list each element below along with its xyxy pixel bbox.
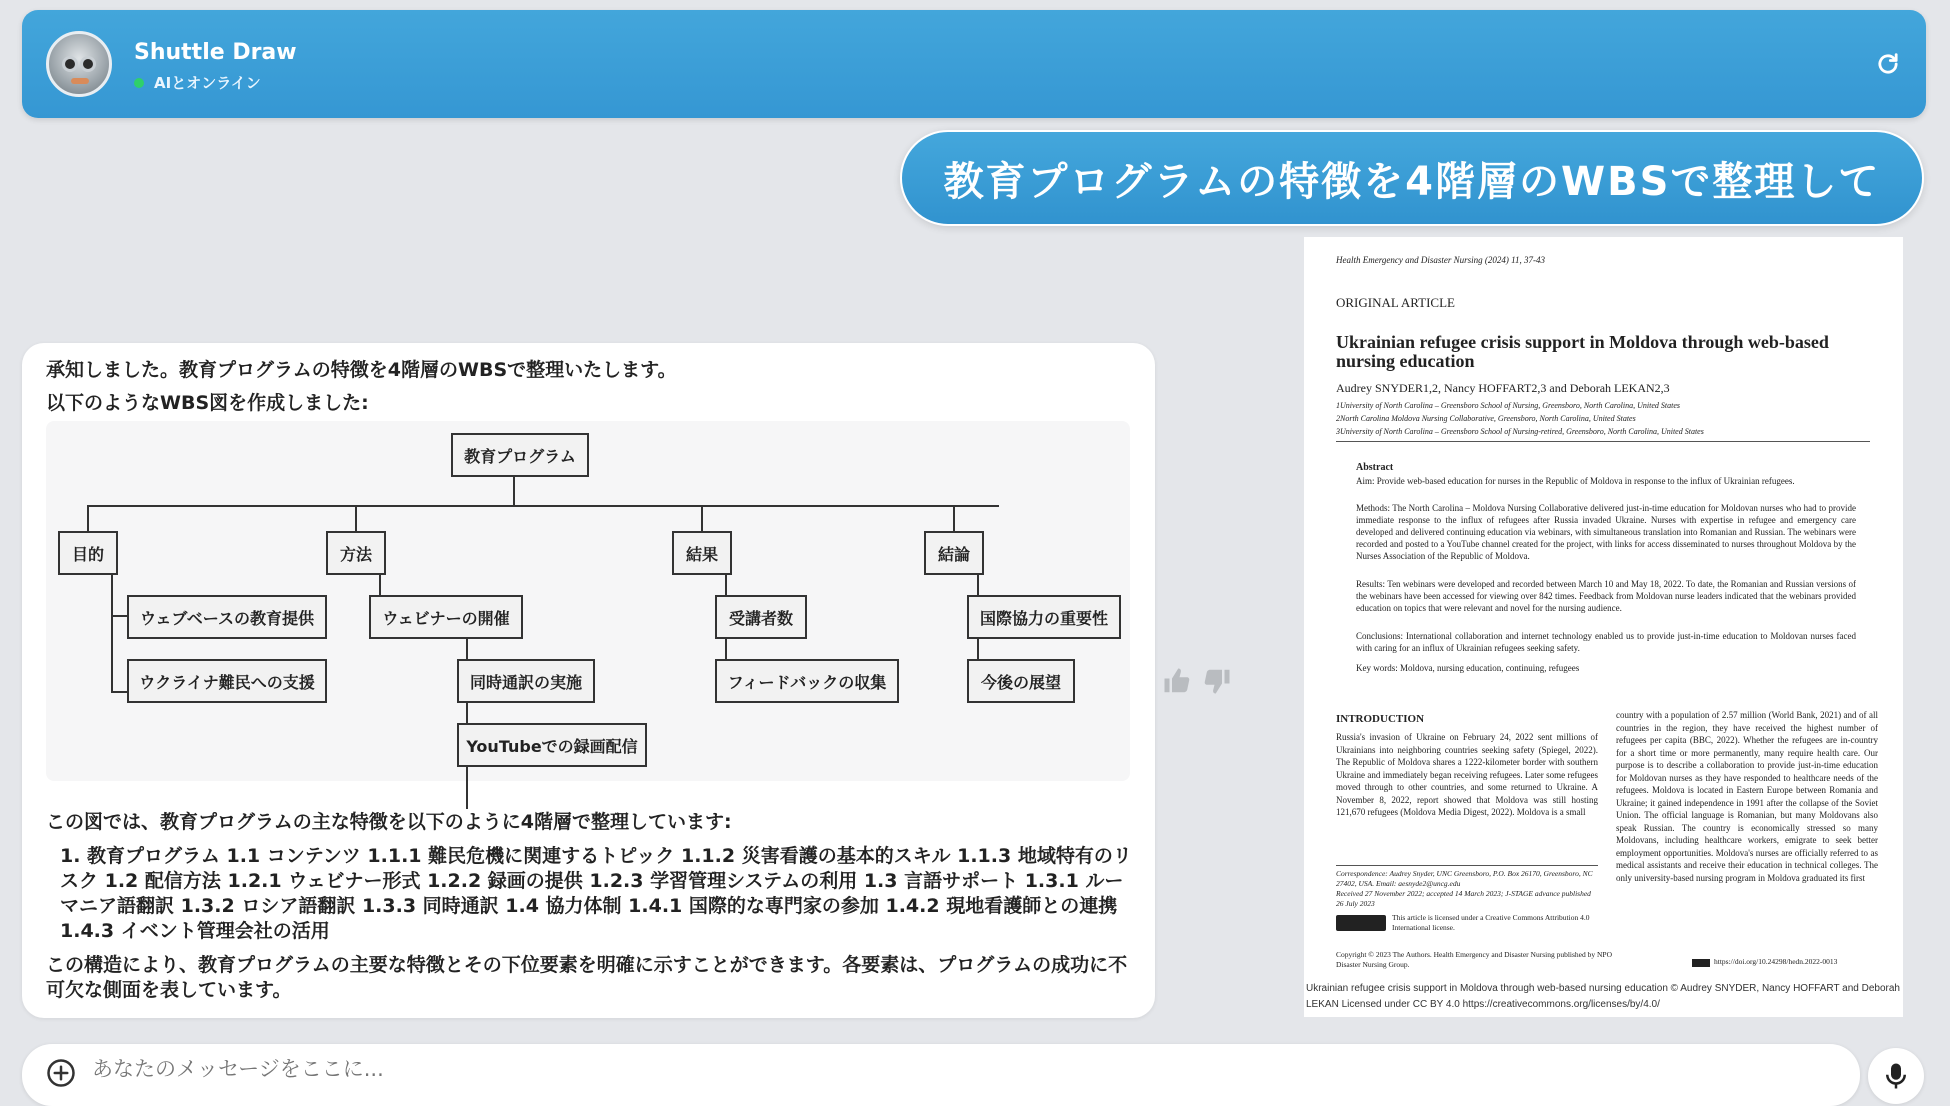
paper-correspondence: Correspondence: Audrey Snyder, UNC Greensboro, P.O. Box 26170, Greensboro, NC 27402, USA. Email: aesnyde2@uncg.edu [1336,869,1593,888]
answer-intro-2: 以下のようなWBS図を作成しました: [46,392,369,414]
wbs-node-interpretation: 同時通訳の実施 [457,659,595,703]
paper-abstract-heading: Abstract [1356,462,1394,473]
online-status [134,72,261,93]
message-input[interactable] [90,1056,1594,1082]
wbs-node-result: 結果 [672,531,732,575]
attached-paper-image [1304,237,1903,1017]
paper-journal: Health Emergency and Disaster Nursing (2024) 11, 37-43 [1336,255,1545,265]
paper-results: Results: Ten webinars were developed and recorded between March 10 and May 18, 2022. To date, the Romanian and Russian versions of the webinars have been accessed for viewing over 842 times. Feedback from Moldovan nurse leaders indicated that the webinars provided education on topics that were relevant and novel for the nursing audience. [1356,579,1856,613]
assistant-message [22,343,1155,1018]
robot-avatar-icon [46,31,112,97]
thumbs-down-icon[interactable] [1202,666,1232,696]
wbs-node-purpose: 目的 [58,531,118,575]
answer-intro: 承知しました。教育プログラムの特徴を4階層のWBSで整理いたします。 [46,359,677,381]
microphone-button[interactable] [1868,1048,1924,1104]
paper-authors: Audrey SNYDER1,2, Nancy HOFFART2,3 and Deborah LEKAN2,3 [1336,381,1670,395]
wbs-node-webinar: ウェビナーの開催 [369,595,523,639]
message-feedback [1162,666,1232,696]
doi-badge-icon [1692,959,1710,967]
app-title: Shuttle Draw [134,40,297,65]
wbs-node-international: 国際協力の重要性 [967,595,1121,639]
refresh-icon[interactable] [1874,50,1902,78]
paper-intro-right: country with a population of 2.57 million (World Bank, 2021) and of all countries in the region, they have received the highest number of refugees per capita (BBC, 2022). Whether the refugees are in-country for a short time or more permanently, many require health care. Our purpose is to describe a collaboration to provide just-in-time education for Moldovan nurses as they have responded to healthcare needs of the refugees. Moldova is located in Eastern Europe between Romania and Ukraine; it gained independence in 1991 after the collapse of the Soviet Union. The official language is Romanian, but many Moldovans also speak Russian. The country is economically stressed so many Moldovans, including healthcare workers, emigrate to seek better employment opportunities. Moldova's nurses are officially referred to as medical assistants and receive their education in technical colleges. The only university-based nursing program in Moldova graduated its first [1616,710,1878,883]
paper-license: This article is licensed under a Creative Commons Attribution 4.0 International license. [1392,913,1590,932]
cc-by-badge-icon [1336,915,1386,931]
paper-intro-heading: INTRODUCTION [1336,713,1425,725]
thumbs-up-icon[interactable] [1162,666,1192,696]
wbs-node-outlook: 今後の展望 [967,659,1075,703]
wbs-diagram [46,421,1130,781]
user-message-bubble: 教育プログラムの特徴を4階層のWBSで整理して [900,130,1924,226]
paper-article-type: ORIGINAL ARTICLE [1336,295,1455,310]
paper-title: Ukrainian refugee crisis support in Moldova through web-based nursing education [1336,332,1829,371]
paper-copyright: Copyright © 2023 The Authors. Health Emergency and Disaster Nursing published by NPO Disaster Nursing Group. [1336,950,1613,969]
status-text: AIとオンライン [154,74,261,92]
wbs-node-youtube: YouTubeでの録画配信 [457,723,647,767]
paper-aim: Aim: Provide web-based education for nurses in the Republic of Moldova in response to the influx of Ukrainian refugees. [1356,476,1795,486]
wbs-node-participants: 受講者数 [715,595,807,639]
paper-image-caption: Ukrainian refugee crisis support in Moldova through web-based nursing education © Audrey SNYDER, Nancy HOFFART and Deborah LEKAN Licensed under CC BY 4.0 https://creativecommons.org/licenses/by/4.0/ [1306,983,1900,1010]
answer-explanation: この図では、教育プログラムの主な特徴を以下のように4階層で整理しています: [46,811,732,833]
wbs-node-conclusion: 結論 [924,531,984,575]
paper-doi: https://doi.org/10.24298/hedn.2022-0013 [1714,957,1838,966]
paper-affiliation-1: 1University of North Carolina – Greensboro School of Nursing, Greensboro, North Carolina, United States [1336,401,1680,410]
online-dot-icon [134,78,144,88]
microphone-icon [1881,1061,1911,1091]
paper-conclusions: Conclusions: International collaboration and internet technology enabled us to provide just-in-time education to Moldovan nurses faced with caring for an influx of Ukrainian refugees seeking safety. [1356,631,1856,653]
paper-affiliation-2: 2North Carolina Moldova Nursing Collaborative, Greensboro, North Carolina, United States [1336,414,1636,423]
paper-keywords: Key words: Moldova, nursing education, continuing, refugees [1356,663,1580,673]
wbs-node-web-education: ウェブベースの教育提供 [127,595,327,639]
answer-structure-list: 1. 教育プログラム 1.1 コンテンツ 1.1.1 難民危機に関連するトピック 1.1.2 災害看護の基本的スキル 1.1.3 地域特有のリスク 1.2 配信方法 1.2.1 ウェビナー形式 1.2.2 録画の提供 1.2.3 学習管理システムの利用 1.3 言語サポート 1.3.1 ルーマニア語翻訳 1.3.2 ロシア語翻訳 1.3.3 同時通訳 1.4 協力体制 1.4.1 国際的な専門家の参加 1.4.2 現地看護師との連携 1.4.3 イベント管理会社の活用 [60,845,1132,942]
wbs-node-refugee-support: ウクライナ難民への支援 [127,659,327,703]
paper-methods: Methods: The North Carolina – Moldova Nursing Collaborative delivered just-in-time education for Moldovan nurses who had to provide immediate response to the influx of refugees after Russia invaded Ukraine. Nurses with expertise in refugee and emergency care developed and delivered continuing education via webinars, with simultaneous translation into Romanian and Russian. The webinars were recorded and posted to a YouTube channel created for the project, with links for access disseminated to nurses throughout Moldova by the Nurses Association of the Republic of Moldova. [1356,503,1856,561]
answer-summary: この構造により、教育プログラムの主要な特徴とその下位要素を明確に示すことができます。各要素は、プログラムの成功に不可欠な側面を表しています。 [46,954,1128,1001]
wbs-node-method: 方法 [326,531,386,575]
chat-header [22,10,1926,118]
paper-received: Received 27 November 2022; accepted 14 March 2023; J-STAGE advance published 26 July 2023 [1336,889,1591,908]
wbs-root-node: 教育プログラム [451,433,589,477]
paper-affiliation-3: 3University of North Carolina – Greensboro School of Nursing-retired, Greensboro, North Carolina, United States [1336,427,1704,436]
paper-intro-left: Russia's invasion of Ukraine on February 24, 2022 sent millions of Ukrainians into neighboring countries seeking safety (Spiegel, 2022). The Republic of Moldova shares a 1222-kilometer border with southern Ukraine and immediately began receiving refugees. Later some refugees moved through to other countries, and some returned to Ukraine. A November 8, 2022, report showed that Moldova was still hosting 121,670 refugees (Moldova Media Digest, 2022). Moldova is a small [1336,732,1598,817]
plus-circle-icon[interactable] [46,1058,76,1088]
wbs-node-feedback: フィードバックの収集 [715,659,899,703]
